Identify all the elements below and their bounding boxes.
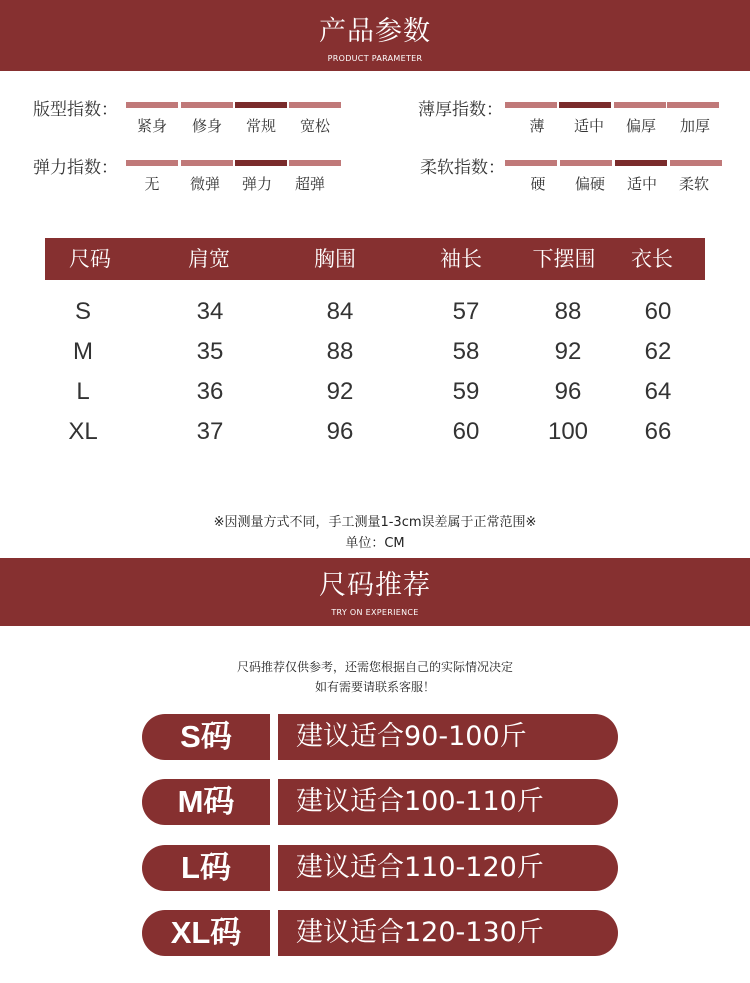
- table-cell: 66: [644, 418, 672, 445]
- param-bar-segment: [289, 160, 341, 166]
- table-cell: 57: [452, 298, 480, 325]
- param-option: 微弹: [189, 175, 220, 193]
- param-bar-segment-selected: [235, 102, 287, 108]
- unit-note: 单位：CM: [345, 536, 405, 551]
- table-row: [0, 292, 750, 332]
- table-cell: 37: [196, 418, 224, 445]
- param-label: 弹力指数：: [33, 158, 118, 178]
- size-recommendation: [142, 910, 618, 956]
- size-recommendation: [142, 714, 618, 760]
- banner-subtitle: TRY ON EXPERIENCE: [331, 608, 419, 617]
- param-bar-segment-selected: [615, 160, 667, 166]
- table-cell: 100: [547, 418, 589, 445]
- param-option: 弹力: [241, 175, 272, 193]
- param-bar-segment: [505, 102, 557, 108]
- column-header: 肩宽: [188, 247, 230, 271]
- table-cell: 64: [644, 378, 672, 405]
- recommend-intro-line: 如有需要请联系客服！: [314, 680, 435, 694]
- table-cell: 58: [452, 338, 480, 365]
- param-option: 偏厚: [625, 117, 656, 135]
- column-header: 衣长: [631, 247, 673, 271]
- param-option: 薄: [529, 117, 545, 135]
- table-cell: 35: [196, 338, 224, 365]
- table-row: [0, 332, 750, 372]
- param-bar-segment-selected: [235, 160, 287, 166]
- param-option: 硬: [530, 175, 546, 193]
- param-label: 薄厚指数：: [418, 100, 503, 120]
- param-option: 加厚: [679, 117, 710, 135]
- column-header: 胸围: [314, 247, 356, 271]
- size-label: M码: [142, 779, 270, 825]
- table-cell: 60: [452, 418, 480, 445]
- column-header: 下摆围: [532, 247, 596, 271]
- param-bar-segment: [181, 102, 233, 108]
- banner-title: 尺码推荐: [319, 570, 431, 601]
- table-cell: 84: [326, 298, 354, 325]
- table-cell: 62: [644, 338, 672, 365]
- table-cell: 92: [554, 338, 582, 365]
- size-label: XL码: [142, 910, 270, 956]
- param-bar-segment-selected: [559, 102, 611, 108]
- column-header: 尺码: [69, 247, 111, 271]
- param-bar-segment: [505, 160, 557, 166]
- table-cell: 88: [554, 298, 582, 325]
- param-option: 超弹: [294, 175, 325, 193]
- size-recommendation: [142, 779, 618, 825]
- table-cell: 96: [326, 418, 354, 445]
- table-cell: 88: [326, 338, 354, 365]
- weight-range: 建议适合110-120斤: [278, 845, 618, 891]
- param-bar-segment: [667, 102, 719, 108]
- param-bar-segment: [289, 102, 341, 108]
- table-cell: 96: [554, 378, 582, 405]
- recommend-intro-line: 尺码推荐仅供参考，还需您根据自己的实际情况决定: [236, 660, 513, 674]
- table-cell: 60: [644, 298, 672, 325]
- banner-subtitle: PRODUCT PARAMETER: [327, 54, 423, 63]
- table-row: [0, 412, 750, 452]
- measurement-note: ※因测量方式不同，手工测量1-3cm误差属于正常范围※: [213, 515, 537, 530]
- param-label: 版型指数：: [33, 100, 118, 120]
- param-option: 适中: [626, 175, 657, 193]
- param-option: 修身: [191, 117, 222, 135]
- product-parameter-banner: [0, 0, 750, 71]
- table-cell: 92: [326, 378, 354, 405]
- param-option: 柔软: [678, 175, 709, 193]
- table-cell: L: [76, 378, 90, 405]
- column-header: 袖长: [440, 247, 482, 271]
- size-label: L码: [142, 845, 270, 891]
- table-cell: S: [74, 298, 92, 325]
- param-option: 宽松: [299, 117, 330, 135]
- table-cell: 59: [452, 378, 480, 405]
- param-bar-segment: [181, 160, 233, 166]
- size-table-header: [45, 238, 705, 280]
- param-option: 常规: [245, 117, 276, 135]
- table-cell: XL: [68, 418, 98, 445]
- size-recommendation: [142, 845, 618, 891]
- weight-range: 建议适合90-100斤: [278, 714, 618, 760]
- table-cell: M: [73, 338, 93, 365]
- param-option: 适中: [573, 117, 604, 135]
- table-cell: 34: [196, 298, 224, 325]
- weight-range: 建议适合120-130斤: [278, 910, 618, 956]
- param-option: 无: [144, 175, 160, 193]
- param-bar-segment: [670, 160, 722, 166]
- param-option: 紧身: [136, 117, 167, 135]
- param-bar-segment: [560, 160, 612, 166]
- param-label: 柔软指数：: [420, 158, 505, 178]
- try-on-experience-banner: [0, 558, 750, 626]
- param-bar-segment: [126, 160, 178, 166]
- weight-range: 建议适合100-110斤: [278, 779, 618, 825]
- param-bar-segment: [126, 102, 178, 108]
- table-row: [0, 372, 750, 412]
- param-option: 偏硬: [574, 175, 605, 193]
- param-bar-segment: [614, 102, 666, 108]
- banner-title: 产品参数: [319, 16, 431, 47]
- table-cell: 36: [196, 378, 224, 405]
- size-label: S码: [142, 714, 270, 760]
